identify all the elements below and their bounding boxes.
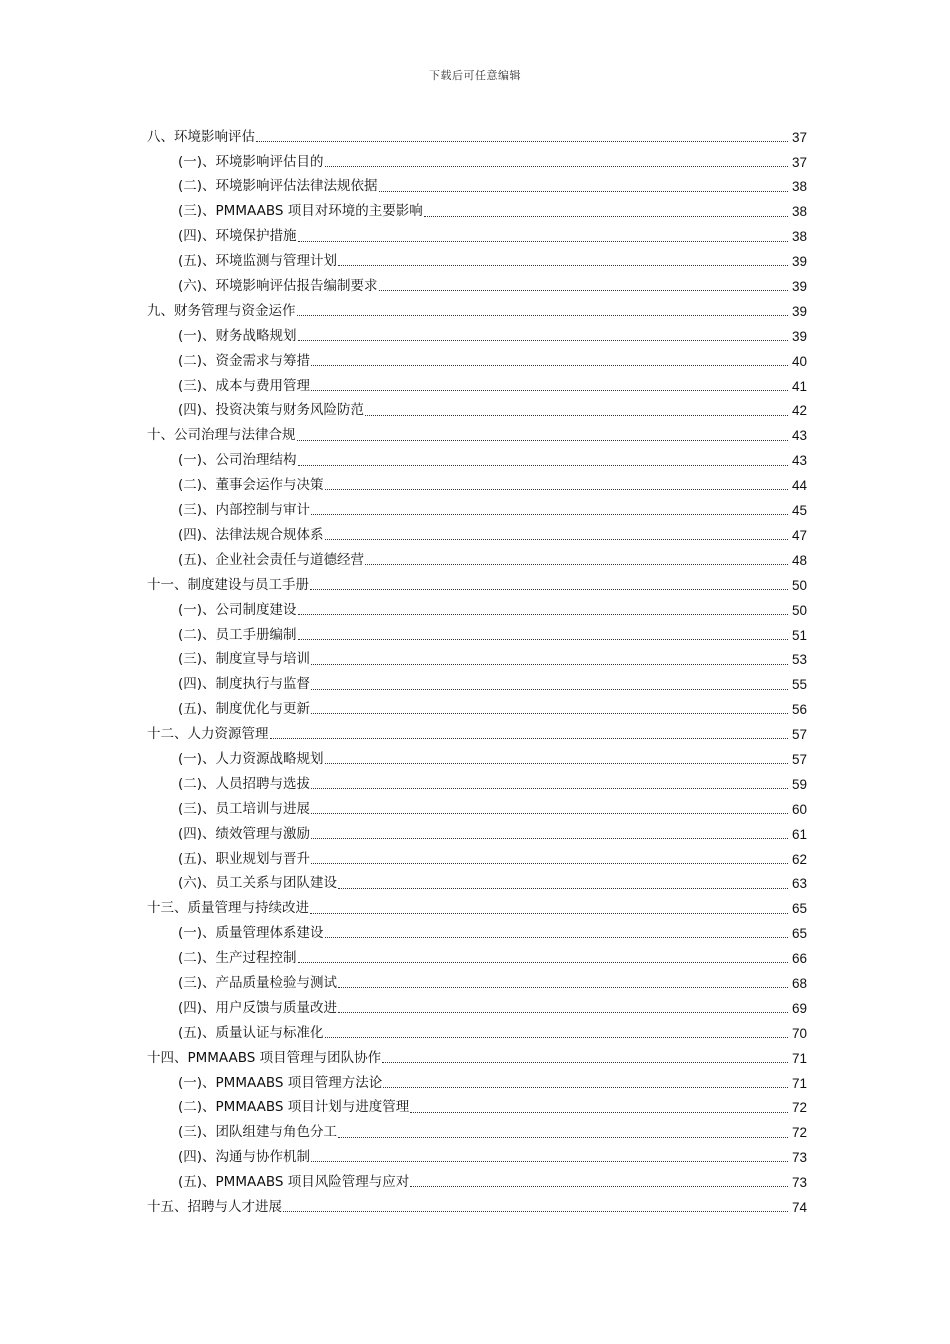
toc-entry-title: (四)、制度执行与监督 xyxy=(178,676,311,693)
toc-page-number: 43 xyxy=(791,428,807,444)
toc-dot-leader xyxy=(311,679,788,692)
toc-section-entry[interactable] xyxy=(147,1071,807,1096)
toc-page-number: 38 xyxy=(791,179,807,195)
toc-section-entry[interactable] xyxy=(147,274,807,299)
toc-entry-title: (四)、用户反馈与质量改进 xyxy=(178,999,338,1016)
toc-page-number: 63 xyxy=(791,876,807,892)
toc-dot-leader xyxy=(311,654,788,667)
toc-entry-title: (三)、团队组建与角色分工 xyxy=(178,1124,338,1141)
toc-page-number: 48 xyxy=(791,552,807,568)
toc-page-number: 40 xyxy=(791,353,807,369)
toc-section-entry[interactable] xyxy=(147,150,807,175)
toc-entry-title: (一)、公司制度建设 xyxy=(178,601,297,618)
toc-chapter-entry[interactable] xyxy=(147,573,807,598)
toc-section-entry[interactable] xyxy=(147,349,807,374)
toc-dot-leader xyxy=(310,579,788,592)
toc-section-entry[interactable] xyxy=(147,772,807,797)
toc-dot-leader xyxy=(297,305,789,318)
toc-chapter-entry[interactable] xyxy=(147,424,807,449)
toc-chapter-entry[interactable] xyxy=(147,125,807,150)
toc-page-number: 50 xyxy=(791,577,807,593)
toc-section-entry[interactable] xyxy=(147,598,807,623)
toc-section-entry[interactable] xyxy=(147,623,807,648)
toc-dot-leader xyxy=(379,280,788,293)
toc-chapter-entry[interactable] xyxy=(147,299,807,324)
toc-dot-leader xyxy=(325,529,788,542)
toc-section-entry[interactable] xyxy=(147,648,807,673)
toc-page-number: 38 xyxy=(791,204,807,220)
toc-page-number: 53 xyxy=(791,652,807,668)
toc-section-entry[interactable] xyxy=(147,1121,807,1146)
toc-dot-leader xyxy=(379,181,788,194)
toc-dot-leader xyxy=(325,156,788,169)
toc-entry-title: (一)、公司治理结构 xyxy=(178,452,297,469)
toc-entry-title: (三)、内部控制与审计 xyxy=(178,502,311,519)
toc-section-entry[interactable] xyxy=(147,324,807,349)
toc-page-number: 62 xyxy=(791,851,807,867)
toc-entry-title: (四)、环境保护措施 xyxy=(178,228,297,245)
toc-page-number: 57 xyxy=(791,751,807,767)
toc-entry-title: (二)、生产过程控制 xyxy=(178,950,297,967)
toc-page-number: 68 xyxy=(791,975,807,991)
toc-section-entry[interactable] xyxy=(147,225,807,250)
toc-page-number: 71 xyxy=(791,1050,807,1066)
toc-entry-title: 九、财务管理与资金运作 xyxy=(147,302,296,319)
toc-page-number: 44 xyxy=(791,478,807,494)
toc-dot-leader xyxy=(310,903,788,916)
toc-entry-title: (一)、环境影响评估目的 xyxy=(178,153,324,170)
toc-section-entry[interactable] xyxy=(147,872,807,897)
toc-chapter-entry[interactable] xyxy=(147,1195,807,1220)
toc-dot-leader xyxy=(270,728,789,741)
toc-section-entry[interactable] xyxy=(147,1096,807,1121)
toc-entry-title: (一)、人力资源战略规划 xyxy=(178,750,324,767)
toc-page-number: 39 xyxy=(791,279,807,295)
toc-dot-leader xyxy=(256,131,788,144)
toc-chapter-entry[interactable] xyxy=(147,1046,807,1071)
toc-dot-leader xyxy=(325,479,788,492)
toc-section-entry[interactable] xyxy=(147,797,807,822)
toc-entry-title: 十、公司治理与法律合规 xyxy=(147,427,296,444)
toc-dot-leader xyxy=(410,1176,788,1189)
toc-dot-leader xyxy=(298,952,788,965)
toc-section-entry[interactable] xyxy=(147,175,807,200)
toc-section-entry[interactable] xyxy=(147,922,807,947)
toc-entry-title: (一)、财务战略规划 xyxy=(178,327,297,344)
toc-page-number: 42 xyxy=(791,403,807,419)
toc-page-number: 72 xyxy=(791,1125,807,1141)
toc-page-number: 71 xyxy=(791,1075,807,1091)
toc-entry-title: (五)、企业社会责任与道德经营 xyxy=(178,551,365,568)
toc-page-number: 39 xyxy=(791,303,807,319)
toc-entry-title: (三)、产品质量检验与测试 xyxy=(178,974,338,991)
toc-entry-title: (六)、员工关系与团队建设 xyxy=(178,875,338,892)
toc-dot-leader xyxy=(311,803,788,816)
toc-entry-title: 十四、PMMAABS 项目管理与团队协作 xyxy=(147,1049,382,1066)
toc-entry-title: (二)、人员招聘与选拔 xyxy=(178,775,311,792)
toc-entry-title: 十二、人力资源管理 xyxy=(147,726,269,743)
toc-entry-title: 十一、制度建设与员工手册 xyxy=(147,576,309,593)
toc-dot-leader xyxy=(311,853,788,866)
toc-dot-leader xyxy=(382,1052,788,1065)
toc-section-entry[interactable] xyxy=(147,399,807,424)
toc-dot-leader xyxy=(365,405,788,418)
toc-entry-title: (四)、沟通与协作机制 xyxy=(178,1149,311,1166)
toc-section-entry[interactable] xyxy=(147,822,807,847)
toc-dot-leader xyxy=(338,1002,788,1015)
toc-page-number: 73 xyxy=(791,1175,807,1191)
toc-page-number: 57 xyxy=(791,727,807,743)
toc-dot-leader xyxy=(338,255,788,268)
toc-page-number: 50 xyxy=(791,602,807,618)
toc-page-number: 70 xyxy=(791,1025,807,1041)
toc-page-number: 65 xyxy=(791,901,807,917)
toc-entry-title: (五)、PMMAABS 项目风险管理与应对 xyxy=(178,1174,410,1191)
toc-section-entry[interactable] xyxy=(147,249,807,274)
toc-entry-title: (四)、投资决策与财务风险防范 xyxy=(178,402,365,419)
toc-chapter-entry[interactable] xyxy=(147,722,807,747)
toc-dot-leader xyxy=(283,1201,788,1214)
toc-page-number: 37 xyxy=(791,129,807,145)
toc-entry-title: (四)、法律法规合规体系 xyxy=(178,526,324,543)
toc-page-number: 43 xyxy=(791,453,807,469)
toc-page-number: 66 xyxy=(791,951,807,967)
toc-entry-title: (六)、环境影响评估报告编制要求 xyxy=(178,278,378,295)
toc-dot-leader xyxy=(424,206,788,219)
toc-page-number: 45 xyxy=(791,503,807,519)
toc-dot-leader xyxy=(311,380,788,393)
toc-entry-title: (二)、董事会运作与决策 xyxy=(178,477,324,494)
toc-entry-title: (五)、职业规划与晋升 xyxy=(178,850,311,867)
toc-dot-leader xyxy=(325,753,788,766)
toc-entry-title: 十五、招聘与人才进展 xyxy=(147,1198,282,1215)
toc-dot-leader xyxy=(297,430,789,443)
toc-page-number: 55 xyxy=(791,677,807,693)
toc-dot-leader xyxy=(298,330,788,343)
toc-page-number: 39 xyxy=(791,254,807,270)
toc-section-entry[interactable] xyxy=(147,847,807,872)
toc-entry-title: (二)、员工手册编制 xyxy=(178,626,297,643)
toc-section-entry[interactable] xyxy=(147,697,807,722)
toc-page-number: 73 xyxy=(791,1150,807,1166)
toc-dot-leader xyxy=(410,1102,788,1115)
toc-entry-title: (三)、PMMAABS 项目对环境的主要影响 xyxy=(178,203,423,220)
toc-dot-leader xyxy=(338,878,788,891)
toc-page-number: 56 xyxy=(791,702,807,718)
toc-dot-leader xyxy=(325,927,788,940)
toc-page-number: 41 xyxy=(791,378,807,394)
toc-section-entry[interactable] xyxy=(147,548,807,573)
toc-entry-title: (三)、成本与费用管理 xyxy=(178,377,311,394)
toc-page-number: 38 xyxy=(791,229,807,245)
toc-entry-title: (一)、PMMAABS 项目管理方法论 xyxy=(178,1074,383,1091)
toc-entry-title: (三)、员工培训与进展 xyxy=(178,800,311,817)
toc-dot-leader xyxy=(298,604,788,617)
toc-page-number: 74 xyxy=(791,1199,807,1215)
toc-page-number: 37 xyxy=(791,154,807,170)
toc-entry-title: (二)、PMMAABS 项目计划与进度管理 xyxy=(178,1099,410,1116)
toc-section-entry[interactable] xyxy=(147,1146,807,1171)
toc-entry-title: (四)、绩效管理与激励 xyxy=(178,825,311,842)
toc-dot-leader xyxy=(311,355,788,368)
toc-chapter-entry[interactable] xyxy=(147,897,807,922)
toc-dot-leader xyxy=(338,977,788,990)
toc-section-entry[interactable] xyxy=(147,374,807,399)
toc-page-number: 60 xyxy=(791,801,807,817)
toc-entry-title: (五)、制度优化与更新 xyxy=(178,701,311,718)
toc-page-number: 47 xyxy=(791,527,807,543)
toc-section-entry[interactable] xyxy=(147,1170,807,1195)
toc-entry-title: (五)、环境监测与管理计划 xyxy=(178,253,338,270)
toc-section-entry[interactable] xyxy=(147,971,807,996)
toc-dot-leader xyxy=(298,629,788,642)
toc-entry-title: (二)、资金需求与筹措 xyxy=(178,352,311,369)
toc-section-entry[interactable] xyxy=(147,946,807,971)
toc-dot-leader xyxy=(383,1077,788,1090)
toc-dot-leader xyxy=(311,504,788,517)
toc-page-number: 59 xyxy=(791,776,807,792)
toc-page-number: 39 xyxy=(791,328,807,344)
toc-entry-title: (一)、质量管理体系建设 xyxy=(178,925,324,942)
toc-dot-leader xyxy=(298,231,788,244)
toc-page-number: 61 xyxy=(791,826,807,842)
toc-dot-leader xyxy=(311,703,788,716)
toc-section-entry[interactable] xyxy=(147,523,807,548)
toc-entry-title: 八、环境影响评估 xyxy=(147,128,255,145)
toc-section-entry[interactable] xyxy=(147,498,807,523)
toc-section-entry[interactable] xyxy=(147,996,807,1021)
toc-entry-title: (二)、环境影响评估法律法规依据 xyxy=(178,178,378,195)
toc-dot-leader xyxy=(311,828,788,841)
toc-section-entry[interactable] xyxy=(147,747,807,772)
toc-page-number: 65 xyxy=(791,926,807,942)
toc-entry-title: (五)、质量认证与标准化 xyxy=(178,1024,324,1041)
toc-page-number: 51 xyxy=(791,627,807,643)
toc-entry-title: (三)、制度宣导与培训 xyxy=(178,651,311,668)
page-header: 下载后可任意编辑 xyxy=(429,69,521,82)
toc-section-entry[interactable] xyxy=(147,200,807,225)
toc-section-entry[interactable] xyxy=(147,673,807,698)
toc-dot-leader xyxy=(311,778,788,791)
toc-dot-leader xyxy=(298,455,788,468)
toc-page-number: 72 xyxy=(791,1100,807,1116)
toc-dot-leader xyxy=(365,554,788,567)
table-of-contents xyxy=(147,125,807,1220)
toc-dot-leader xyxy=(338,1127,788,1140)
toc-entry-title: 十三、质量管理与持续改进 xyxy=(147,900,309,917)
toc-section-entry[interactable] xyxy=(147,473,807,498)
toc-dot-leader xyxy=(325,1027,788,1040)
toc-page-number: 69 xyxy=(791,1000,807,1016)
toc-section-entry[interactable] xyxy=(147,1021,807,1046)
toc-dot-leader xyxy=(311,1151,788,1164)
toc-section-entry[interactable] xyxy=(147,449,807,474)
